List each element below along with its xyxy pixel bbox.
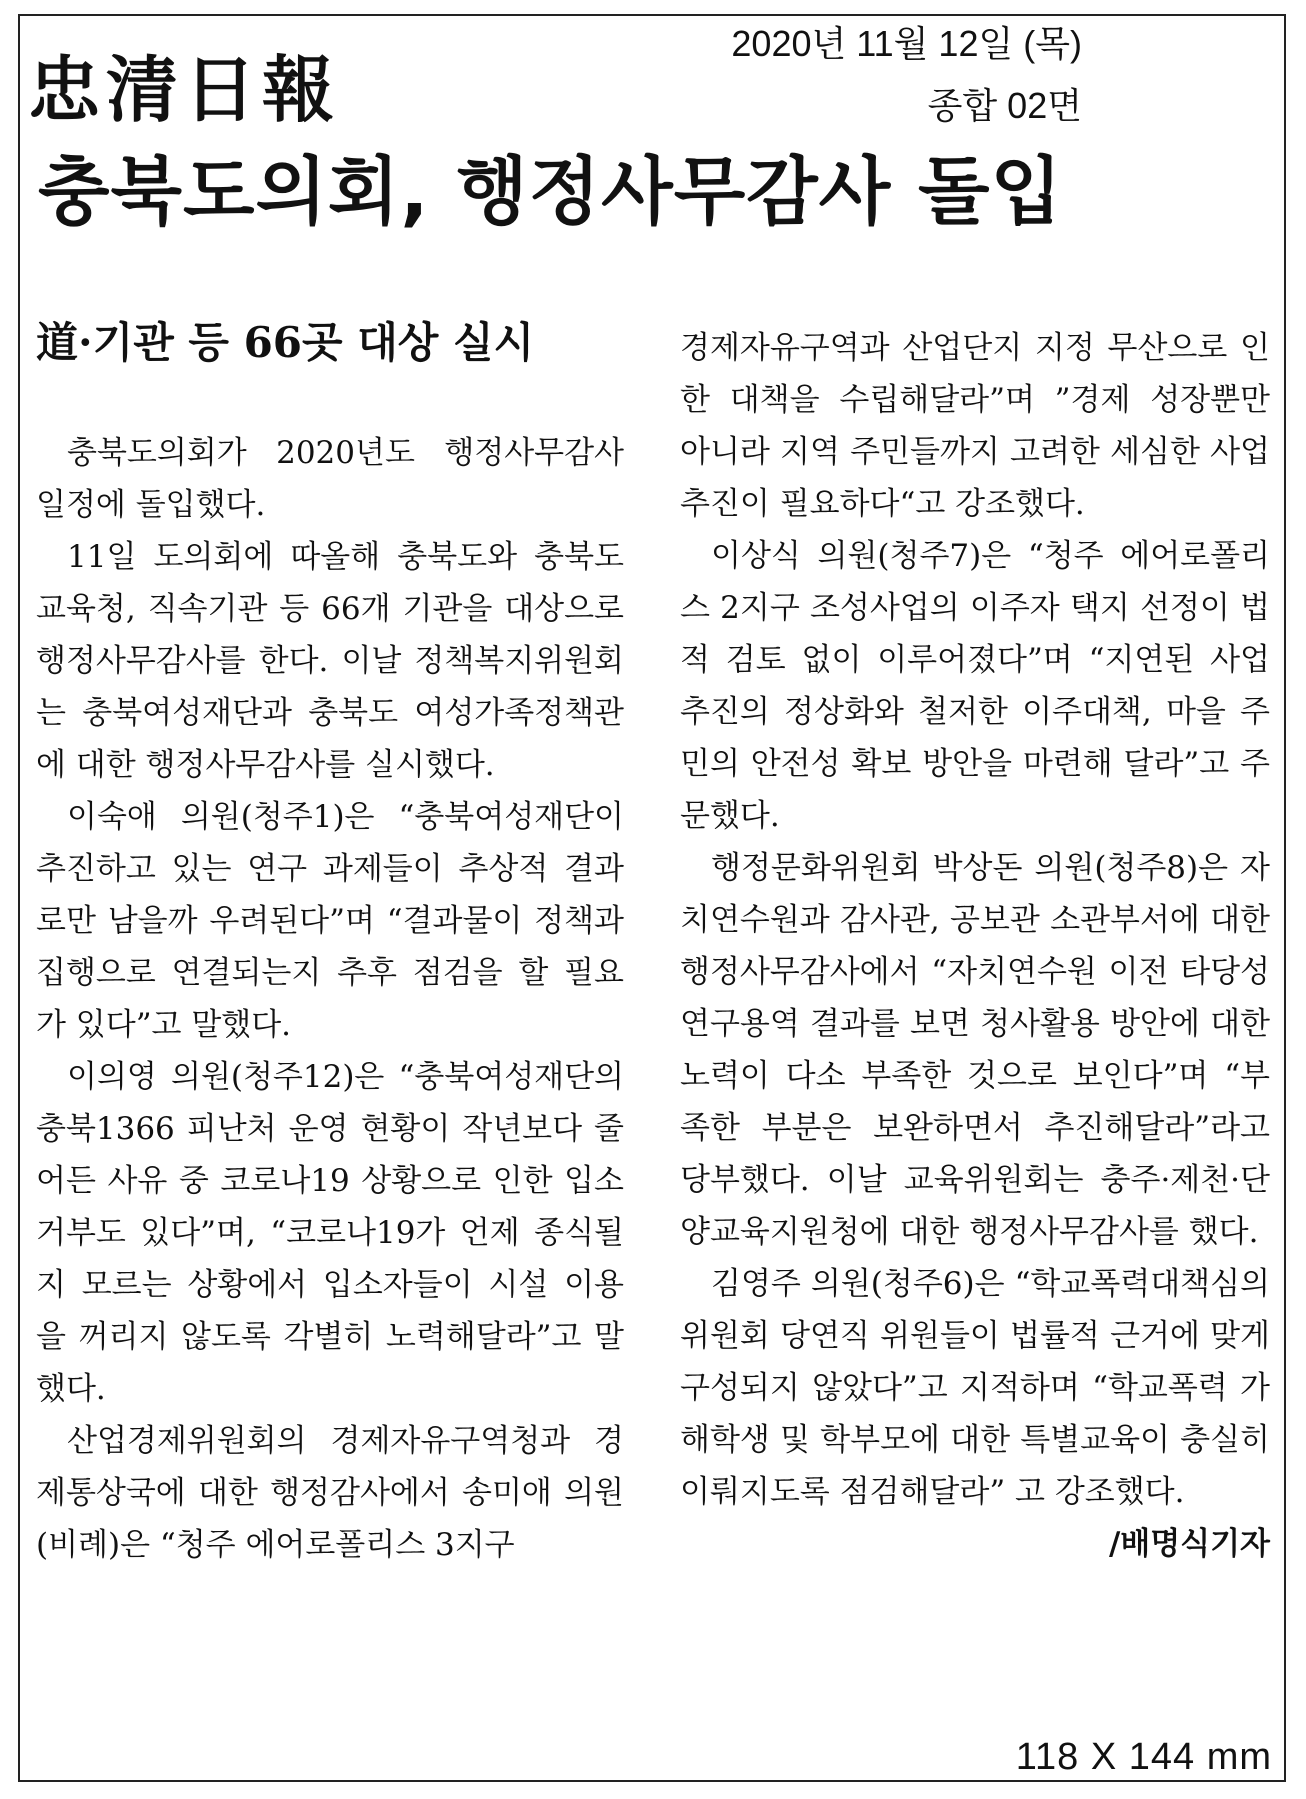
- paragraph: 경제자유구역과 산업단지 지정 무산으로 인한 대책을 수립해달라”며 ”경제 성장뿐만 아니라 지역 주민들까지 고려한 세심한 사업 추진이 필요하다“고 강조했다.: [680, 330, 1270, 522]
- reporter-byline: /배명식기자: [1108, 1526, 1270, 1562]
- page-section: 종합 02면: [927, 85, 1082, 126]
- paragraph: 이숙애 의원(청주1)은 “충북여성재단이 추진하고 있는 연구 과제들이 추상적 결과로만 남을까 우려된다”며 “결과물이 정책과 집행으로 연결되는지 추후 점검을 할 필요가 있다”고 말했다.: [36, 799, 624, 1043]
- article-headline: 충북도의회, 행정사무감사 돌입: [38, 149, 1063, 235]
- publication-date: 2020년 11월 12일 (목): [731, 23, 1082, 64]
- paragraph: 이의영 의원(청주12)은 “충북여성재단의 충북1366 피난처 운영 현황이 작년보다 줄어든 사유 중 코로나19 상황으로 인한 입소 거부도 있다”며, “코로나19가 언제 종식될지 모르는 상황에서 입소자들이 시설 이용을 꺼리지 않도록 각별히 노력해달라”고 말했다.: [36, 1059, 624, 1407]
- paragraph: 충북도의회가 2020년도 행정사무감사 일정에 돌입했다.: [36, 435, 624, 523]
- paragraph: 11일 도의회에 따올해 충북도와 충북도교육청, 직속기관 등 66개 기관을 대상으로 행정사무감사를 한다. 이날 정책복지위원회는 충북여성재단과 충북도 여성가족정책관에 대한 행정사무감사를 실시했다.: [36, 539, 624, 783]
- paragraph: 이상식 의원(청주7)은 “청주 에어로폴리스 2지구 조성사업의 이주자 택지 선정이 법적 검토 없이 이루어졌다”며 “지연된 사업 추진의 정상화와 철저한 이주대책, 마을 주민의 안전성 확보 방안을 마련해 달라”고 주문했다.: [680, 538, 1270, 834]
- article-column-right: [680, 322, 1270, 1570]
- paragraph: 산업경제위원회의 경제자유구역청과 경제통상국에 대한 행정감사에서 송미애 의원(비례)은 “청주 에어로폴리스 3지구: [36, 1423, 624, 1563]
- paragraph: 행정문화위원회 박상돈 의원(청주8)은 자치연수원과 감사관, 공보관 소관부서에 대한 행정사무감사에서 “자치연수원 이전 타당성 연구용역 결과를 보면 청사활용 방안에 대한 노력이 다소 부족한 것으로 보인다”며 “부족한 부분은 보완하면서 추진해달라”라고 당부했다. 이날 교육위원회는 충주·제천·단양교육지원청에 대한 행정사무감사를 했다.: [680, 850, 1270, 1250]
- newspaper-masthead: 忠清日報: [28, 47, 341, 132]
- article-subheadline: 道·기관 등 66곳 대상 실시: [36, 318, 535, 367]
- article-column-left: [36, 427, 624, 1571]
- paragraph: 김영주 의원(청주6)은 “학교폭력대책심의위원회 당연직 위원들이 법률적 근거에 맞게 구성되지 않았다”고 지적하며 “학교폭력 가해학생 및 학부모에 대한 특별교육이 충실히 이뤄지도록 점검해달라” 고 강조했다.: [680, 1266, 1270, 1510]
- article-size: 118 X 144 mm: [1015, 1736, 1272, 1778]
